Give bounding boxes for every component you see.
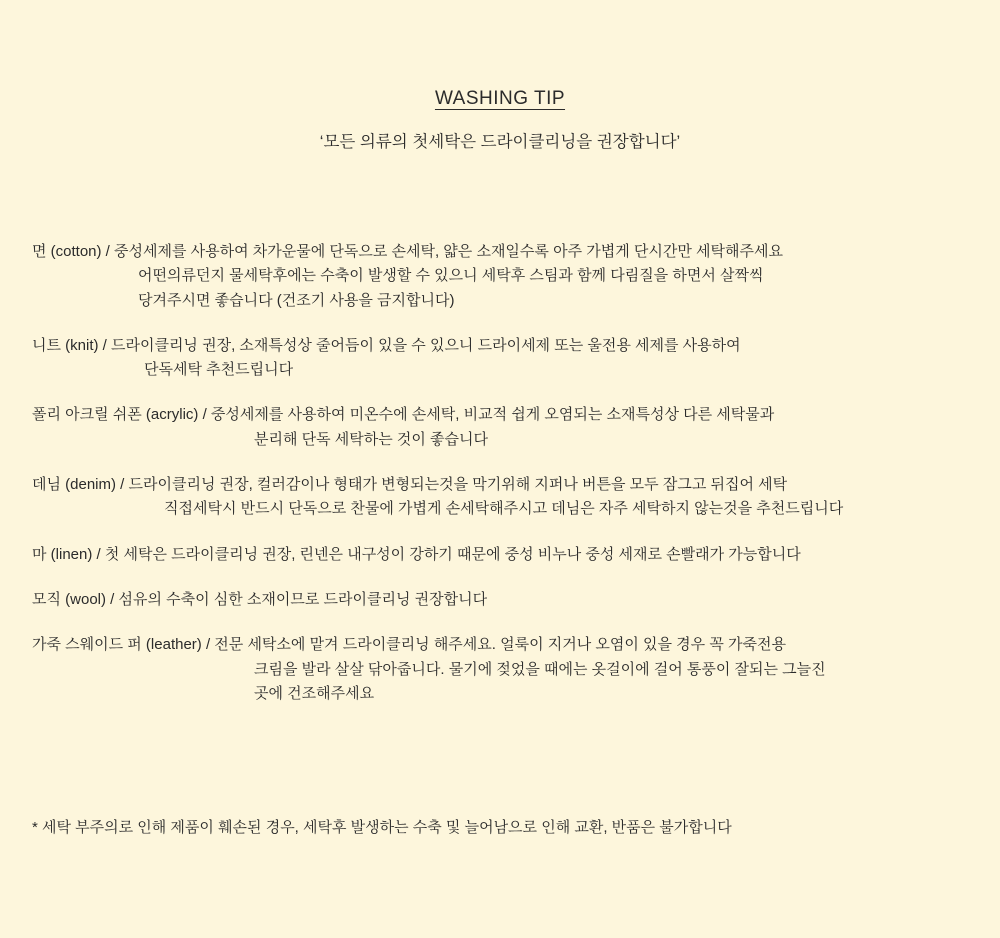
disclaimer-footnote: * 세탁 부주의로 인해 제품이 훼손된 경우, 세탁후 발생하는 수축 및 늘어남으로 인해 교환, 반품은 불가합니다 — [32, 819, 732, 836]
care-entry-line: 곳에 건조해주세요 — [254, 684, 375, 702]
care-entry-line: 모직 (wool) / 섬유의 수축이 심한 소재이므로 드라이클리닝 권장합니다 — [32, 590, 488, 608]
care-entry-line: 마 (linen) / 첫 세탁은 드라이클리닝 권장, 린넨은 내구성이 강하기 때문에 중성 비누나 중성 세재로 손빨래가 가능합니다 — [32, 545, 801, 563]
care-entry-knit — [32, 334, 968, 383]
care-entry-line: 분리해 단독 세탁하는 것이 좋습니다 — [254, 430, 489, 448]
care-entry-acrylic — [32, 403, 968, 452]
care-entry-line: 단독세탁 추천드립니다 — [144, 361, 294, 379]
care-instructions-list — [0, 240, 1000, 706]
care-entry-line: 직접세탁시 반드시 단독으로 찬물에 가볍게 손세탁해주시고 데님은 자주 세탁하지 않는것을 추천드립니다 — [164, 500, 844, 518]
page-title: WASHING TIP — [434, 88, 566, 109]
care-entry-line: 가죽 스웨이드 퍼 (leather) / 전문 세탁소에 맡겨 드라이클리닝 해주세요. 얼룩이 지거나 오염이 있을 경우 꼭 가죽전용 — [32, 636, 786, 654]
care-entry-line: 크림을 발라 살살 닦아줍니다. 물기에 젖었을 때에는 옷걸이에 걸어 통풍이 잘되는 그늘진 — [254, 660, 826, 678]
care-entry-cotton — [32, 240, 968, 313]
page-subtitle: ‘모든 의류의 첫세탁은 드라이클리닝을 권장합니다’ — [319, 133, 681, 151]
care-entry-line: 폴리 아크릴 쉬폰 (acrylic) / 중성세제를 사용하여 미온수에 손세탁, 비교적 쉽게 오염되는 소재특성상 다른 세탁물과 — [32, 406, 775, 424]
care-entry-leather — [32, 633, 968, 706]
care-entry-denim — [32, 473, 968, 522]
care-entry-linen — [32, 543, 968, 567]
care-entry-line: 면 (cotton) / 중성세제를 사용하여 차가운물에 단독으로 손세탁, 얇은 소재일수록 아주 가볍게 단시간만 세탁해주세요 — [32, 243, 783, 260]
care-entry-wool — [32, 588, 968, 612]
page-header — [0, 0, 1000, 152]
care-entry-line: 데님 (denim) / 드라이클리닝 권장, 컬러감이나 형태가 변형되는것을 막기위해 지퍼나 버튼을 모두 잠그고 뒤집어 세탁 — [32, 476, 788, 494]
care-entry-line: 니트 (knit) / 드라이클리닝 권장, 소재특성상 줄어듬이 있을 수 있으니 드라이세제 또는 울전용 세제를 사용하여 — [32, 336, 741, 354]
care-entry-line: 어떤의류던지 물세탁후에는 수축이 발생할 수 있으니 세탁후 스팀과 함께 다림질을 하면서 살짝씩 — [138, 267, 764, 285]
care-entry-line: 당겨주시면 좋습니다 (건조기 사용을 금지합니다) — [138, 291, 455, 309]
